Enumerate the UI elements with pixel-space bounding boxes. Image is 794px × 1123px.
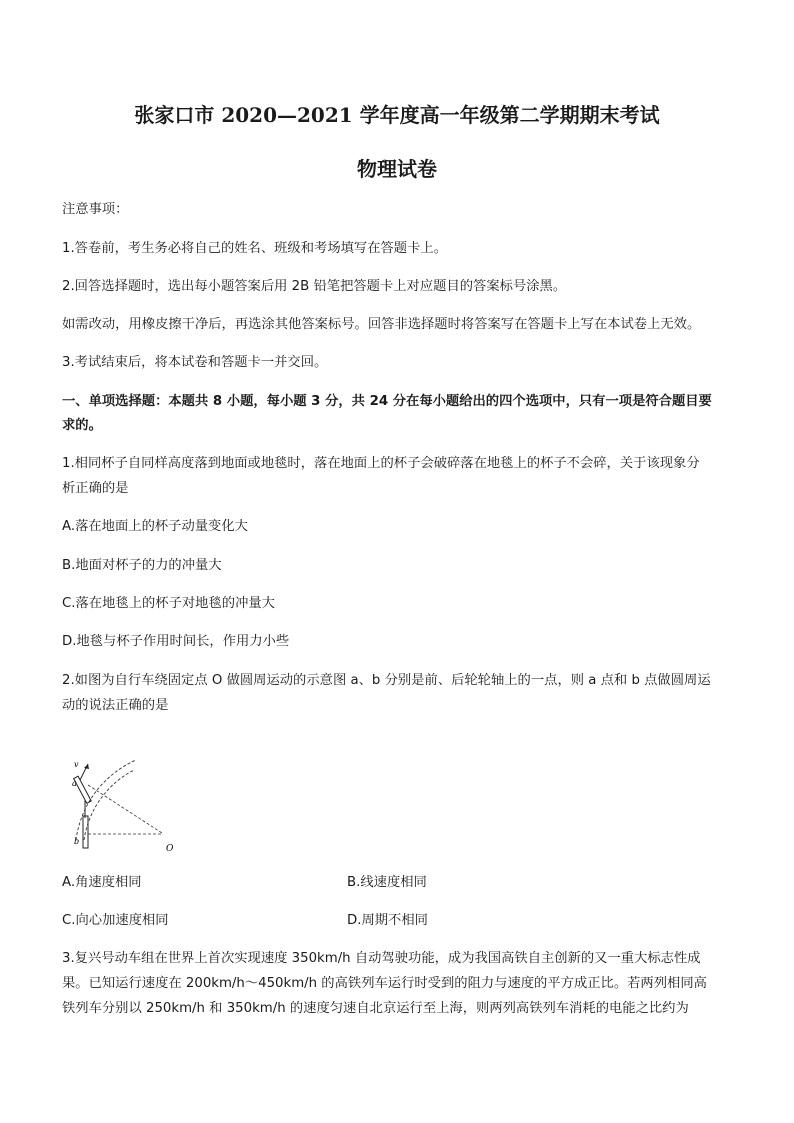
inner-arc (84, 770, 134, 840)
rear-wheel (83, 816, 88, 848)
q2-option-d: D.周期不相同 (347, 913, 428, 928)
q2-stem-line1: 2.如图为自行车绕固定点 O 做圆周运动的示意图 a、b 分别是前、后轮轮轴上的一点，则 a 点和 b 点做圆周运 (62, 673, 711, 688)
note-item-2: 2.回答选择题时，选出每小题答案后用 2B 铅笔把答题卡上对应题目的答案标号涂黑。 (62, 279, 567, 294)
velocity-arrowhead (84, 764, 89, 769)
q1-option-a: A.落在地面上的杯子动量变化大 (62, 519, 248, 534)
q1-stem-line1: 1.相同杯子自同样高度落到地面或地毯时，落在地面上的杯子会破碎落在地毯上的杯子不会碎，关于该现象分 (62, 456, 700, 471)
q1-option-b: B.地面对杯子的力的冲量大 (62, 558, 222, 573)
q3-stem-line1: 3.复兴号动车组在世界上首次实现速度 350km/h 自动驾驶功能，成为我国高铁自主创新的又一重大标志性成 (62, 951, 701, 966)
q2-option-a: A.角速度相同 (62, 875, 142, 890)
note-item-3: 3.考试结束后，将本试卷和答题卡一并交回。 (62, 355, 328, 370)
note-item-2-cont: 如需改动，用橡皮擦干净后，再选涂其他答案标号。回答非选择题时将答案写在答题卡上写在本试卷上无效。 (62, 317, 701, 332)
notes-heading: 注意事项： (62, 202, 129, 217)
q1-option-d: D.地毯与杯子作用时间长，作用力小些 (62, 634, 290, 649)
exam-title: 张家口市 2020—2021 学年度高一年级第二学期期末考试 (134, 103, 660, 127)
section-heading-line2: 求的。 (62, 418, 102, 433)
label-O: O (166, 844, 174, 854)
section-heading-line1: 一、单项选择题：本题共 8 小题，每小题 3 分，共 24 分在每小题给出的四个选项中，只有一项是符合题目要 (62, 394, 712, 409)
radius-a (88, 785, 162, 833)
q1-stem-line2: 析正确的是 (62, 481, 129, 496)
exam-subtitle: 物理试卷 (357, 157, 437, 181)
q2-option-b: B.线速度相同 (347, 875, 427, 890)
label-a: a (72, 779, 77, 788)
label-b: b (74, 837, 80, 846)
bicycle-circular-motion-diagram (66, 758, 178, 854)
q2-stem-line2: 动的说法正确的是 (62, 698, 169, 713)
note-item-1: 1.答卷前，考生务必将自己的姓名、班级和考场填写在答题卡上。 (62, 241, 447, 256)
label-v: v (74, 760, 79, 769)
q3-stem-line3: 铁列车分别以 250km/h 和 350km/h 的速度匀速自北京运行至上海，则两列高铁列车消耗的电能之比约为 (62, 1001, 689, 1016)
q3-stem-line2: 果。已知运行速度在 200km/h～450km/h 的高铁列车运行时受到的阻力与速度的平方成正比。若两列相同高 (62, 976, 707, 991)
q1-option-c: C.落在地毯上的杯子对地毯的冲量大 (62, 596, 275, 611)
q2-option-c: C.向心加速度相同 (62, 913, 169, 928)
